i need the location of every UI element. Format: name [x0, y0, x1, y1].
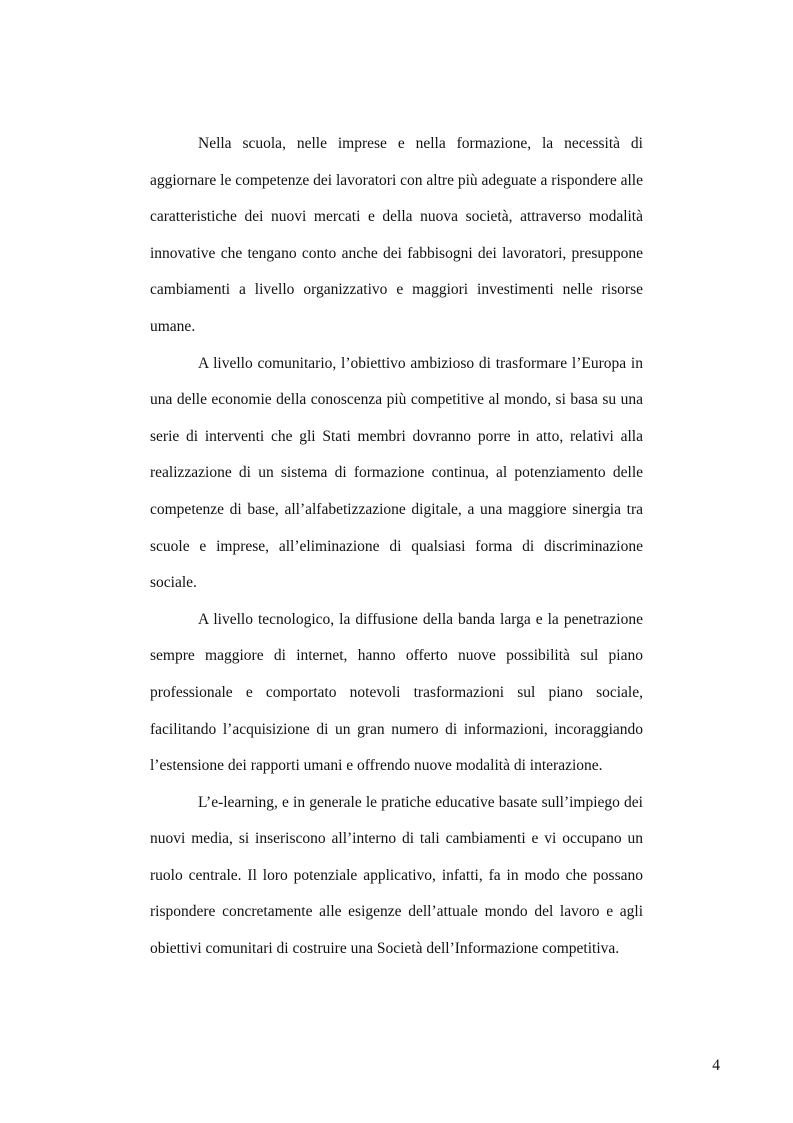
body-text: [150, 126, 643, 968]
paragraph-2: A livello comunitario, l’obiettivo ambizioso di trasformare l’Europa in una delle economie della conoscenza più competitive al mondo, si basa su una serie di interventi che gli Stati membri dovranno porre in atto, relativi alla realizzazione di un sistema di formazione continua, al potenziamento delle competenze di base, all’alfabetizzazione digitale, a una maggiore sinergia tra scuole e imprese, all’eliminazione di qualsiasi forma di discriminazione sociale.: [150, 354, 643, 592]
paragraph-1: Nella scuola, nelle imprese e nella formazione, la necessità di aggiornare le competenze dei lavoratori con altre più adeguate a rispondere alle caratteristiche dei nuovi mercati e della nuova società, attraverso modalità innovative che tengano conto anche dei fabbisogni dei lavoratori, presuppone cambiamenti a livello organizzativo e maggiori investimenti nelle risorse umane.: [150, 135, 643, 335]
paragraph-4: L’e-learning, e in generale le pratiche educative basate sull’impiego dei nuovi media, si inseriscono all’interno di tali cambiamenti e vi occupano un ruolo centrale. Il loro potenziale applicativo, infatti, fa in modo che possano rispondere concretamente alle esigenze dell’attuale mondo del lavoro e agli obiettivi comunitari di costruire una Società dell’Informazione competitiva.: [150, 793, 643, 958]
page-number: 4: [712, 1057, 720, 1074]
paragraph-3: A livello tecnologico, la diffusione della banda larga e la penetrazione sempre maggiore di internet, hanno offerto nuove possibilità sul piano professionale e comportato notevoli trasformazioni sul piano sociale, facilitando l’acquisizione di un gran numero di informazioni, incoraggiando l’estensione dei rapporti umani e offrendo nuove modalità di interazione.: [150, 610, 643, 775]
